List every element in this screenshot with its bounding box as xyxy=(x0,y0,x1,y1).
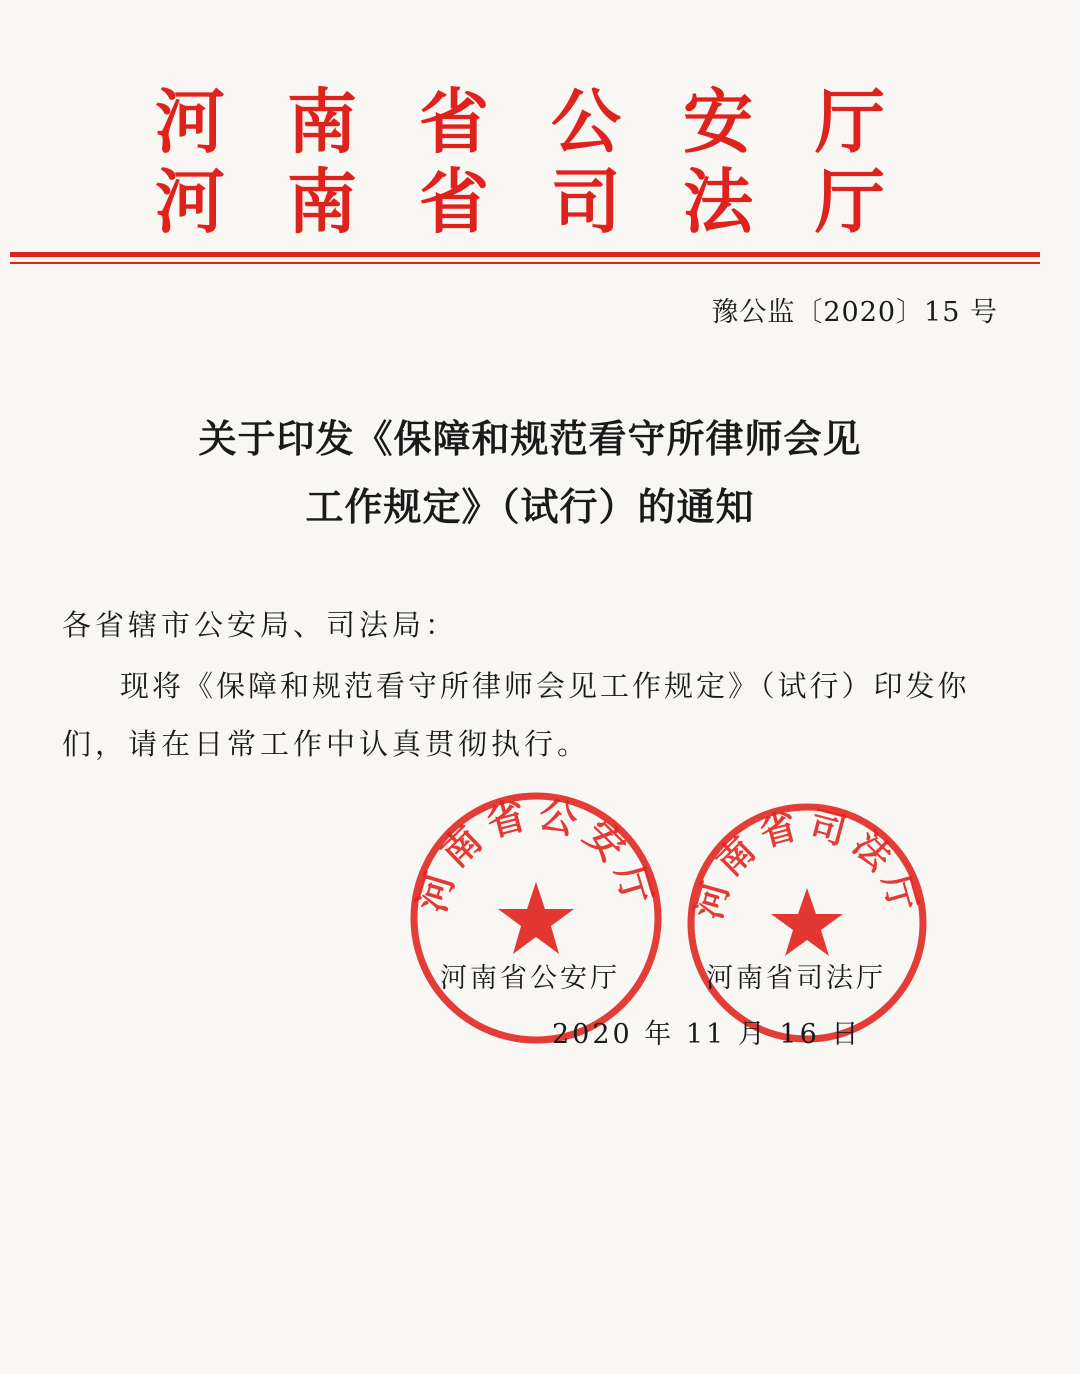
document-title-line-1: 关于印发《保障和规范看守所律师会见 xyxy=(198,417,862,461)
letterhead-char: 安 xyxy=(683,81,753,163)
body-paragraph-line-1: 现将《保障和规范看守所律师会见工作规定》（试行）印发你 xyxy=(120,669,970,703)
letterhead-divider-thick xyxy=(10,252,1040,257)
signer-public-security: 河南省公安厅 xyxy=(440,963,620,994)
letterhead-char: 南 xyxy=(287,161,357,243)
body-paragraph-line-2: 们，请在日常工作中认真贯彻执行。 xyxy=(62,727,591,761)
public-security-seal xyxy=(404,786,668,1050)
letterhead-divider-thin xyxy=(10,262,1040,264)
letterhead-char: 公 xyxy=(551,81,621,163)
letterhead-char: 河 xyxy=(155,81,225,163)
seal-text: 河南省司法厅 xyxy=(688,804,926,924)
recipient-line: 各省辖市公安局、司法局： xyxy=(62,608,459,642)
star-icon xyxy=(771,888,843,956)
letterhead-char: 省 xyxy=(419,81,489,163)
star-icon xyxy=(498,882,574,954)
letterhead-char: 省 xyxy=(419,161,489,243)
signer-justice: 河南省司法厅 xyxy=(706,963,886,994)
issue-date: 2020 年 11 月 16 日 xyxy=(552,1019,862,1050)
letterhead-line-justice xyxy=(150,162,890,242)
document-number: 豫公监〔2020〕15 号 xyxy=(711,297,998,328)
letterhead-line-public-security xyxy=(150,82,890,162)
letterhead-char: 司 xyxy=(551,161,621,243)
document-title-line-2: 工作规定》（试行）的通知 xyxy=(305,485,755,529)
letterhead xyxy=(150,82,890,242)
letterhead-char: 河 xyxy=(155,161,225,243)
letterhead-char: 厅 xyxy=(815,81,885,163)
letterhead-char: 厅 xyxy=(815,161,885,243)
letterhead-char: 南 xyxy=(287,81,357,163)
letterhead-char: 法 xyxy=(683,161,753,243)
seal-text: 河南省公安厅 xyxy=(409,791,663,917)
justice-seal xyxy=(682,798,932,1048)
